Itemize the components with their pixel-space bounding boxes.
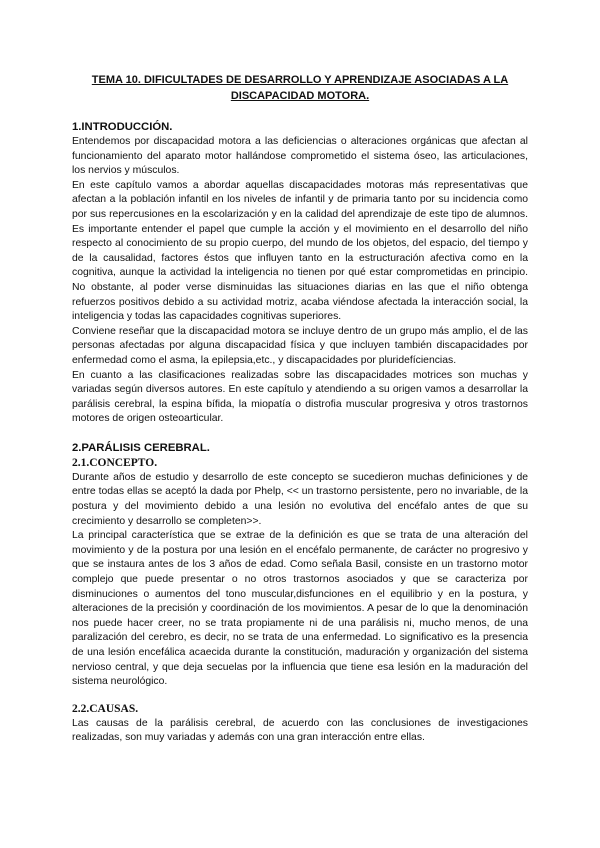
intro-paragraph-4: En cuanto a las clasificaciones realizadas sobre las discapacidades motrices son muchas y variadas según diversos autores. En este capítulo y atendiendo a su origen vamos a desarrollar la parálisis cerebral, la espina bífida, la miopatía o distrofia muscular progresiva y otros trastornos motores de origen osteoarticular. xyxy=(72,369,528,425)
intro-paragraph-3: Conviene reseñar que la discapacidad motora se incluye dentro de un grupo más amplio, el de las personas afectadas por alguna discapacidad física y que incluyen también discapacidades por enfermedad como el asma, la epilepsia,etc., y discapacidades por pluridefíciencias. xyxy=(72,325,528,366)
document-title-line-2: DISCAPACIDAD MOTORA. xyxy=(230,90,370,102)
concepto-paragraph-2: La principal característica que se extrae de la definición es que se trata de una alteración del movimiento y de la postura por una lesión en el encéfalo permanente, de carácter no progresivo y que se instaura antes de los 3 años de edad. Como señala Basil, consiste en un trastorno motor complejo que puede presentar o no otros trastornos asociados y que se caracteriza por disminuciones o aumentos del tono muscular,disfunciones en el equilibrio y en la postura, y alteraciones de la precisión y coordinación de los movimientos. A pesar de lo que la denominación nos puede hacer creer, no se trata propiamente ni de una parálisis ni, mucho menos, de una paralización del cerebro, es decir, no se trata de una enfermedad. Lo significativo es la presencia de una lesión encefálica acaecida durante la constitución, maduración y organización del sistema nervioso central, y que deja secuelas por la influencia que tiene esa lesión en la maduración del sistema neurológico. xyxy=(72,530,528,688)
intro-paragraph-1: Entendemos por discapacidad motora a las deficiencias o alteraciones orgánicas que afectan al funcionamiento del aparato motor hallándose comprometido el sistema óseo, las articulaciones, los nervios y músculos. xyxy=(72,136,528,177)
subsection-heading-causas: 2.2.CAUSAS. xyxy=(72,702,139,715)
subsection-heading-concepto: 2.1.CONCEPTO. xyxy=(72,456,158,469)
section-heading-paralisis-cerebral: 2.PARÁLISIS CEREBRAL. xyxy=(72,441,210,454)
concepto-paragraph-1: Durante años de estudio y desarrollo de este concepto se sucedieron muchas definiciones y de entre todas ellas se aceptó la dada por Phelp, << un trastorno persistente, pero no invariable, de la postura y del movimiento debido a una lesión no evolutiva del encéfalo antes de que su crecimiento y desarrollo se completen>>. xyxy=(72,471,528,527)
document-title xyxy=(72,72,528,104)
causas-paragraph-1: Las causas de la parálisis cerebral, de acuerdo con las conclusiones de investigaciones realizadas, son muy variadas y además con una gran interacción entre ellas. xyxy=(72,717,528,744)
document-title-line-1: TEMA 10. DIFICULTADES DE DESARROLLO Y APRENDIZAJE ASOCIADAS A LA xyxy=(91,74,509,86)
intro-paragraph-2: En este capítulo vamos a abordar aquellas discapacidades motoras más representativas que afectan a la población infantil en los niveles de infantil y de primaria tanto por su incidencia como por sus repercusiones en la escolarización y en la calidad del aprendizaje de este tipo de alumnos. Es importante entender el papel que cumple la acción y el movimiento en el desarrollo del niño respecto al conocimiento de su propio cuerpo, del mundo de los objetos, del espacio, del tiempo y de la causalidad, factores éstos que influyen tanto en la estructuración afectiva como en la cognitiva, aunque la actividad la inteligencia no tienen por qué estar comprometidas en principio. No obstante, al poder verse disminuidas las situaciones diarias en las que el niño obtenga refuerzos positivos debido a su actividad motriz, acaba viéndose afectada la interacción social, la inteligencia y todas las capacidades cognitivas superiores. xyxy=(72,179,528,323)
section-heading-introduccion: 1.INTRODUCCIÓN. xyxy=(72,121,173,133)
